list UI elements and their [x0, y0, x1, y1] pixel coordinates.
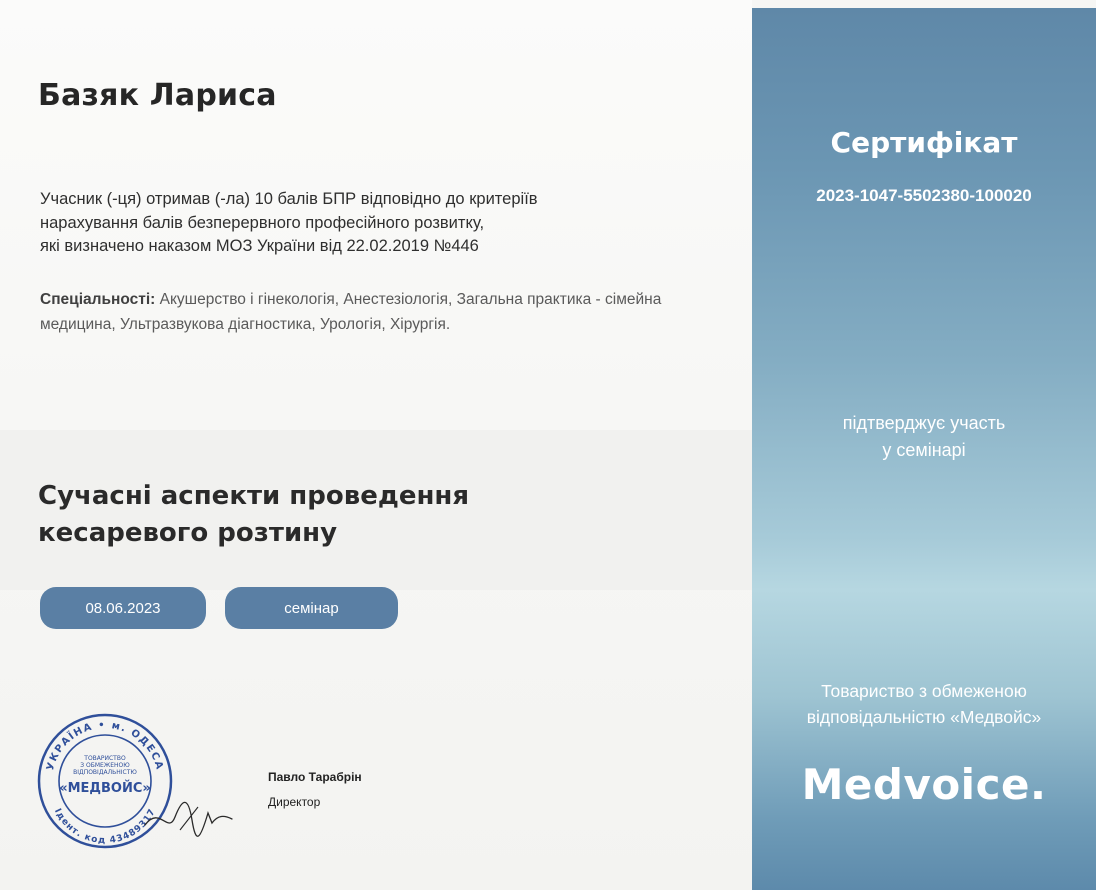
svg-text:З ОБМЕЖЕНОЮ: З ОБМЕЖЕНОЮ [80, 762, 130, 769]
signer-name: Павло Тарабрін [268, 770, 362, 784]
organization-line-2: відповідальністю «Медвойс» [806, 707, 1042, 727]
specialties-list: Акушерство і гінекологія, Анестезіологія, Загальна практика - сімейна медицина, Ультразвукова діагностика, Урологія, Хірургія. [40, 291, 662, 333]
event-title-line-1: Сучасні аспекти проведення [38, 481, 470, 511]
confirmation-line-1: підтверджує участь [842, 413, 1006, 433]
participant-name: Базяк Лариса [38, 78, 277, 113]
svg-text:«МЕДВОЙС»: «МЕДВОЙС» [59, 781, 151, 796]
brand-logo: Medvoice. [801, 760, 1047, 809]
event-title [38, 478, 469, 552]
svg-text:ВІДПОВІДАЛЬНІСТЮ: ВІДПОВІДАЛЬНІСТЮ [73, 769, 137, 776]
confirmation-line-2: у семінарі [882, 440, 966, 460]
certificate-right-panel [752, 8, 1096, 890]
organization-name [752, 678, 1096, 730]
participation-confirmation [752, 410, 1096, 464]
description-line-2: нарахування балів безперервного професійного розвитку, [40, 213, 485, 232]
svg-text:ТОВАРИСТВО: ТОВАРИСТВО [84, 755, 126, 762]
event-title-line-2: кесаревого розтину [38, 518, 338, 548]
description-line-3: які визначено наказом МОЗ України від 22.02.2019 №446 [40, 237, 479, 255]
credit-description [40, 188, 640, 259]
event-type-badge: семінар [225, 587, 398, 629]
organization-line-1: Товариство з обмеженою [821, 681, 1027, 701]
svg-text:УКРАЇНА • м. ОДЕСА: УКРАЇНА • м. ОДЕСА [45, 719, 165, 772]
specialties-block [40, 287, 720, 337]
director-signature [140, 785, 240, 845]
event-date-badge: 08.06.2023 [40, 587, 206, 629]
svg-text:Ідент. код 43489317: Ідент. код 43489317 [51, 807, 159, 847]
description-line-1: Учасник (-ця) отримав (-ла) 10 балів БПР відповідно до критеріїв [40, 190, 538, 208]
certificate-title: Сертифікат [830, 126, 1018, 159]
signer-role: Директор [268, 795, 321, 809]
specialties-label: Спеціальності: [40, 291, 156, 308]
certificate-number: 2023-1047-5502380-100020 [816, 186, 1032, 205]
